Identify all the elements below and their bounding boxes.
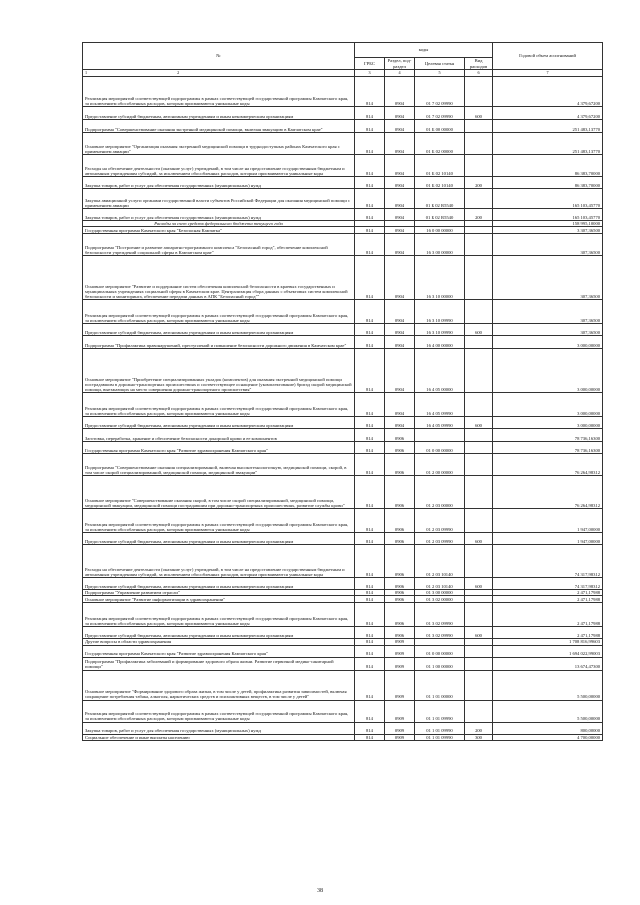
table-row <box>83 533 603 545</box>
row-name-cell: Другие вопросы в области здравоохранения <box>83 639 355 645</box>
row-vid-cell: 600 <box>465 417 493 429</box>
row-amount-cell: 76 264,98312 <box>493 454 603 476</box>
row-target-cell: 01 2 03 09990 <box>415 509 465 533</box>
header-codes: коды <box>355 43 493 58</box>
row-grbs-cell: 814 <box>355 545 385 578</box>
row-vid-cell <box>465 349 493 393</box>
row-amount-cell: 1 694 022,99003 <box>493 645 603 657</box>
row-razdel-cell: 0904 <box>385 393 415 417</box>
table-row <box>83 349 603 393</box>
row-grbs-cell: 814 <box>355 627 385 639</box>
table-row <box>83 645 603 657</box>
table-row <box>83 417 603 429</box>
row-razdel-cell: 0904 <box>385 155 415 177</box>
row-vid-cell <box>465 670 493 700</box>
table-row <box>83 476 603 509</box>
row-razdel-cell: 0909 <box>385 639 415 645</box>
row-vid-cell: 300 <box>465 734 493 740</box>
row-grbs-cell: 814 <box>355 189 385 209</box>
table-row <box>83 393 603 417</box>
row-amount-cell: 307,36500 <box>493 234 603 256</box>
row-grbs-cell: 814 <box>355 657 385 670</box>
row-grbs-cell: 814 <box>355 417 385 429</box>
table-row <box>83 77 603 107</box>
row-amount-cell: 78 736,16300 <box>493 429 603 442</box>
row-name-cell: Государственная программа Камчатского края "Развитие здравоохранения Камчатского края" <box>83 442 355 454</box>
row-vid-cell <box>465 603 493 627</box>
table-row <box>83 509 603 533</box>
row-razdel-cell: 0904 <box>385 336 415 349</box>
table-row <box>83 657 603 670</box>
table-row <box>83 722 603 734</box>
row-amount-cell: 2 471,17988 <box>493 596 603 603</box>
table-row <box>83 454 603 476</box>
row-name-cell: Закупка товаров, работ и услуг для обеспечения государственных (муниципальных) нужд <box>83 722 355 734</box>
table-row <box>83 155 603 177</box>
row-grbs-cell: 814 <box>355 155 385 177</box>
row-amount-cell: 2 471,17988 <box>493 603 603 627</box>
table-row <box>83 429 603 442</box>
row-name-cell: Основное мероприятие "Формирование здорового образа жизни, в том числе у детей, профилактика развития зависимостей, включая сокращение потребления табака, алкоголя, наркотических средств и психоактивных веществ, в том числе у детей" <box>83 670 355 700</box>
row-vid-cell <box>465 300 493 324</box>
row-target-cell: 01 3 02 00000 <box>415 596 465 603</box>
row-target-cell: 01 3 02 09990 <box>415 603 465 627</box>
row-grbs-cell: 814 <box>355 324 385 336</box>
row-amount-cell: 74 317,98312 <box>493 578 603 590</box>
row-grbs-cell: 814 <box>355 349 385 393</box>
row-grbs-cell: 814 <box>355 393 385 417</box>
row-grbs-cell: 814 <box>355 476 385 509</box>
row-razdel-cell: 0904 <box>385 227 415 234</box>
row-vid-cell <box>465 454 493 476</box>
header-amount: Годовой объем ассигнований <box>493 43 603 70</box>
row-grbs-cell: 814 <box>355 454 385 476</box>
row-razdel-cell: 0906 <box>385 429 415 442</box>
row-target-cell: 01 2 03 10140 <box>415 545 465 578</box>
row-name-cell: Закупка авиационной услуги органами государственной власти субъектов Российской Федерации для оказания медицинской помощи с применением авиации <box>83 189 355 209</box>
table-row <box>83 227 603 234</box>
row-name-cell: Социальное обеспечение и иные выплаты населению <box>83 734 355 740</box>
row-amount-cell: 307,36500 <box>493 324 603 336</box>
table-row <box>83 442 603 454</box>
row-vid-cell <box>465 645 493 657</box>
row-vid-cell: 600 <box>465 533 493 545</box>
row-amount-cell: 1 947,00000 <box>493 533 603 545</box>
header-num: № <box>83 43 355 70</box>
row-grbs-cell: 814 <box>355 256 385 300</box>
row-vid-cell <box>465 442 493 454</box>
row-razdel-cell: 0904 <box>385 324 415 336</box>
row-amount-cell: 2 471,17988 <box>493 590 603 596</box>
row-name-cell: Подпрограмма "Построение и развитие аппаратно-программного комплекса "Безопасный город", обеспечение комплексной безопасности учреждений социальной сферы в Камчатском крае" <box>83 234 355 256</box>
row-razdel-cell: 0904 <box>385 189 415 209</box>
header-grbs: ГРБС <box>355 58 385 70</box>
budget-allocation-table <box>82 42 603 741</box>
row-grbs-cell: 814 <box>355 227 385 234</box>
table-row <box>83 700 603 722</box>
row-target-cell: 16 4 05 09990 <box>415 417 465 429</box>
row-amount-cell: 3 000,00000 <box>493 336 603 349</box>
row-name-cell: Расходы за счет средств федерального бюджета текущего года <box>83 221 355 227</box>
row-grbs-cell: 814 <box>355 670 385 700</box>
row-grbs-cell: 814 <box>355 177 385 189</box>
row-target-cell: 01 1 01 00000 <box>415 670 465 700</box>
table-row <box>83 545 603 578</box>
row-vid-cell: 200 <box>465 209 493 221</box>
row-name-cell: Государственная программа Камчатского края "Безопасная Камчатка" <box>83 227 355 234</box>
row-razdel-cell: 0904 <box>385 300 415 324</box>
row-amount-cell: 2 471,17988 <box>493 627 603 639</box>
row-razdel-cell: 0904 <box>385 107 415 120</box>
row-razdel-cell: 0906 <box>385 578 415 590</box>
row-vid-cell: 600 <box>465 107 493 120</box>
row-vid-cell <box>465 545 493 578</box>
col-number-1: 1 <box>85 70 88 76</box>
row-grbs-cell: 814 <box>355 596 385 603</box>
row-vid-cell <box>465 77 493 107</box>
header-razdel: Раздел, под-раздел <box>385 58 415 70</box>
row-vid-cell <box>465 234 493 256</box>
row-target-cell: 16 3 10 09990 <box>415 324 465 336</box>
row-amount-cell: 251 483,13770 <box>493 133 603 155</box>
row-target-cell <box>415 429 465 442</box>
row-name-cell: Расходы на обеспечение деятельности (оказание услуг) учреждений, в том числе на предоставление государственным бюджетным и автономным учреждениям субсидий, за исключением обособленных расходов, которым присваиваются уникальные коды <box>83 155 355 177</box>
row-grbs-cell: 814 <box>355 234 385 256</box>
row-target-cell: 01 0 00 00000 <box>415 645 465 657</box>
table-row <box>83 107 603 120</box>
row-name-cell: Подпрограмма "Профилактика заболеваний и формирование здорового образа жизни. Развитие первичной медико-санитарной помощи" <box>83 657 355 670</box>
row-name-cell: Реализация мероприятий соответствующей подпрограммы в рамках соответствующей государственной программы Камчатского края, за исключением обособленных расходов, которым присваиваются уникальные коды <box>83 603 355 627</box>
row-amount-cell: 165 103,45770 <box>493 209 603 221</box>
row-grbs-cell: 814 <box>355 645 385 657</box>
row-amount-cell: 4 379,67200 <box>493 77 603 107</box>
row-razdel-cell: 0906 <box>385 442 415 454</box>
row-amount-cell: 4 700,00000 <box>493 734 603 740</box>
row-razdel-cell: 0906 <box>385 454 415 476</box>
row-name-cell: Подпрограмма "Совершенствование оказания экстренной медицинской помощи, включая эвакуацию в Камчатском крае" <box>83 120 355 133</box>
row-razdel-cell: 0904 <box>385 349 415 393</box>
row-name-cell: Расходы на обеспечение деятельности (оказание услуг) учреждений, в том числе на предоставление государственным бюджетным и автономным учреждениям субсидий, за исключением обособленных расходов, которым присваиваются уникальные коды <box>83 545 355 578</box>
row-amount-cell: 307,36500 <box>493 300 603 324</box>
row-name-cell: Закупка товаров, работ и услуг для обеспечения государственных (муниципальных) нужд <box>83 209 355 221</box>
row-vid-cell <box>465 189 493 209</box>
row-vid-cell: 600 <box>465 627 493 639</box>
row-vid-cell <box>465 596 493 603</box>
row-razdel-cell: 0909 <box>385 722 415 734</box>
row-razdel-cell: 0904 <box>385 77 415 107</box>
row-name-cell: Подпрограмма "Совершенствование оказания специализированной, включая высокотехнологичную, медицинской помощи, скорой, в том числе скорой специализированной, медицинской помощи, медицинской эвакуации" <box>83 454 355 476</box>
row-name-cell: Предоставление субсидий бюджетным, автономным учреждениям и иным некоммерческим организациям <box>83 533 355 545</box>
row-amount-cell: 307,36500 <box>493 256 603 300</box>
row-amount-cell: 13 674,47300 <box>493 657 603 670</box>
row-amount-cell: 86 383,70000 <box>493 155 603 177</box>
row-name-cell: Реализация мероприятий соответствующей подпрограммы в рамках соответствующей государственной программы Камчатского края, за исключением обособленных расходов, которым присваиваются уникальные коды <box>83 509 355 533</box>
table-row <box>83 670 603 700</box>
table-row <box>83 324 603 336</box>
row-razdel-cell: 0906 <box>385 596 415 603</box>
row-name-cell: Предоставление субсидий бюджетным, автономным учреждениям и иным некоммерческим организациям <box>83 578 355 590</box>
col-number: 4 <box>385 70 415 77</box>
row-amount-cell: 74 317,98312 <box>493 545 603 578</box>
row-target-cell: 01 Б 02 10140 <box>415 155 465 177</box>
row-amount-cell: 4 379,67200 <box>493 107 603 120</box>
row-razdel-cell: 0904 <box>385 120 415 133</box>
row-amount-cell: 3 000,00000 <box>493 393 603 417</box>
row-vid-cell <box>465 657 493 670</box>
row-name-cell: Предоставление субсидий бюджетным, автономным учреждениям и иным некоммерческим организациям <box>83 627 355 639</box>
row-name-cell: Реализация мероприятий соответствующей подпрограммы в рамках соответствующей государственной программы Камчатского края, за исключением обособленных расходов, которым присваиваются уникальные коды <box>83 300 355 324</box>
table-row <box>83 120 603 133</box>
row-grbs-cell: 814 <box>355 509 385 533</box>
row-amount-cell: 86 383,70000 <box>493 177 603 189</box>
row-grbs-cell: 814 <box>355 590 385 596</box>
row-amount-cell: 5 500,00000 <box>493 700 603 722</box>
row-target-cell: 01 1 00 00000 <box>415 657 465 670</box>
row-razdel-cell: 0904 <box>385 417 415 429</box>
row-name-cell: Основное мероприятие "Развитие информатизации в здравоохранении" <box>83 596 355 603</box>
row-vid-cell <box>465 155 493 177</box>
row-grbs-cell: 814 <box>355 722 385 734</box>
row-grbs-cell: 814 <box>355 209 385 221</box>
row-grbs-cell: 814 <box>355 442 385 454</box>
row-amount-cell: 251 483,13770 <box>493 120 603 133</box>
row-razdel-cell: 0909 <box>385 670 415 700</box>
row-vid-cell <box>465 133 493 155</box>
row-amount-cell: 3 307,36500 <box>493 227 603 234</box>
col-number-2: 2 <box>177 70 180 76</box>
row-razdel-cell: 0906 <box>385 603 415 627</box>
row-vid-cell <box>465 227 493 234</box>
row-razdel-cell: 0904 <box>385 256 415 300</box>
row-razdel-cell: 0909 <box>385 645 415 657</box>
table-row <box>83 596 603 603</box>
row-amount-cell: 800,00000 <box>493 722 603 734</box>
row-vid-cell <box>465 700 493 722</box>
table-row <box>83 300 603 324</box>
row-grbs-cell: 814 <box>355 533 385 545</box>
row-grbs-cell: 814 <box>355 578 385 590</box>
row-grbs-cell: 814 <box>355 639 385 645</box>
row-razdel-cell: 0906 <box>385 533 415 545</box>
row-grbs-cell: 814 <box>355 133 385 155</box>
row-name-cell: Основное мероприятие "Организация оказания экстренной медицинской помощи в труднодоступных районах Камчатского края с применением авиации" <box>83 133 355 155</box>
row-name-cell: Реализация мероприятий соответствующей подпрограммы в рамках соответствующей государственной программы Камчатского края, за исключением обособленных расходов, которым присваиваются уникальные коды <box>83 700 355 722</box>
row-razdel-cell: 0904 <box>385 209 415 221</box>
row-grbs-cell: 814 <box>355 300 385 324</box>
row-razdel-cell: 0906 <box>385 509 415 533</box>
row-vid-cell <box>465 429 493 442</box>
row-razdel-cell: 0909 <box>385 657 415 670</box>
row-target-cell: 01 1 01 09990 <box>415 734 465 740</box>
row-razdel-cell: 0906 <box>385 590 415 596</box>
table-header-row <box>83 43 603 58</box>
row-amount-cell: 158 995,10000 <box>493 221 603 227</box>
row-vid-cell: 600 <box>465 578 493 590</box>
row-grbs-cell: 814 <box>355 107 385 120</box>
table-row <box>83 603 603 627</box>
row-amount-cell: 76 264,98312 <box>493 476 603 509</box>
row-amount-cell: 1 947,00000 <box>493 509 603 533</box>
row-target-cell: 16 4 00 00000 <box>415 336 465 349</box>
row-name-cell: Основное мероприятие "Приобретение специализированных укладок (комплектов) для оказания экстренной медицинской помощи пострадавшим в дорожно-транспортных происшествиях и соответствующее оснащение (укомплектование) бригад скорой медицинской помощи, выезжающих на место совершения дорожно-транспортного происшествия" <box>83 349 355 393</box>
row-target-cell: 01 2 00 00000 <box>415 454 465 476</box>
row-target-cell: 01 7 02 09990 <box>415 77 465 107</box>
row-target-cell: 01 Б 02 00000 <box>415 133 465 155</box>
row-target-cell: 01 2 03 10140 <box>415 578 465 590</box>
row-amount-cell: 78 736,16300 <box>493 442 603 454</box>
row-vid-cell: 200 <box>465 722 493 734</box>
row-razdel-cell: 0909 <box>385 700 415 722</box>
row-name-cell: Подпрограмма "Управление развитием отрасли" <box>83 590 355 596</box>
row-vid-cell <box>465 336 493 349</box>
row-razdel-cell: 0904 <box>385 177 415 189</box>
page-number: 38 <box>317 888 323 894</box>
row-name-cell: Предоставление субсидий бюджетным, автономным учреждениям и иным некоммерческим организациям <box>83 417 355 429</box>
table-row <box>83 177 603 189</box>
row-name-cell: Основное мероприятие "Совершенствование оказания скорой, в том числе скорой специализированной, медицинской помощи, медицинской эвакуации, медицинской помощи пострадавшим при дорожно-транспортных происшествиях, развитие службы крови" <box>83 476 355 509</box>
row-grbs-cell: 814 <box>355 120 385 133</box>
row-name-cell: Реализация мероприятий соответствующей подпрограммы в рамках соответствующей государственной программы Камчатского края, за исключением обособленных расходов, которым присваиваются уникальные коды <box>83 393 355 417</box>
row-vid-cell <box>465 476 493 509</box>
table-row <box>83 209 603 221</box>
row-grbs-cell: 814 <box>355 700 385 722</box>
table-row <box>83 627 603 639</box>
row-vid-cell <box>465 393 493 417</box>
table-row <box>83 189 603 209</box>
table-row <box>83 133 603 155</box>
row-target-cell: 16 3 10 09990 <box>415 300 465 324</box>
row-vid-cell <box>465 120 493 133</box>
row-grbs-cell: 814 <box>355 603 385 627</box>
col-number: 3 <box>355 70 385 77</box>
row-target-cell: 01 Б 02 R5540 <box>415 209 465 221</box>
column-number-row <box>83 70 603 77</box>
col-number <box>83 70 355 77</box>
col-number: 5 <box>415 70 465 77</box>
row-razdel-cell: 0909 <box>385 734 415 740</box>
row-target-cell: 01 2 03 09990 <box>415 533 465 545</box>
row-name-cell: Основное мероприятие "Развитие и поддержание систем обеспечения комплексной безопасности в краевых государственных и муниципальных учреждениях социальной сферы в Камчатском крае. Централизация сбора данных с объектовых систем комплексной безопасности и мониторинга, обеспечение передачи данных в АПК "Безопасный город"" <box>83 256 355 300</box>
table-row <box>83 734 603 740</box>
row-name-cell: Подпрограмма "Профилактика правонарушений, преступлений и повышение безопасности дорожного движения в Камчатском крае" <box>83 336 355 349</box>
row-target-cell: 16 0 00 00000 <box>415 227 465 234</box>
row-target-cell: 01 1 01 09990 <box>415 700 465 722</box>
row-target-cell: 16 4 05 00000 <box>415 349 465 393</box>
row-vid-cell: 600 <box>465 324 493 336</box>
row-amount-cell: 1 708 816,99603 <box>493 639 603 645</box>
row-target-cell: 01 2 03 00000 <box>415 476 465 509</box>
row-target-cell: 16 3 00 00000 <box>415 234 465 256</box>
header-vid: Вид расходов <box>465 58 493 70</box>
row-target-cell: 16 3 10 00000 <box>415 256 465 300</box>
table-row <box>83 578 603 590</box>
row-name-cell: Закупка товаров, работ и услуг для обеспечения государственных (муниципальных) нужд <box>83 177 355 189</box>
header-target: Целевая статья <box>415 58 465 70</box>
row-name-cell: Предоставление субсидий бюджетным, автономным учреждениям и иным некоммерческим организациям <box>83 107 355 120</box>
col-number: 7 <box>493 70 603 77</box>
row-razdel-cell: 0906 <box>385 627 415 639</box>
row-vid-cell: 200 <box>465 177 493 189</box>
row-amount-cell: 5 500,00000 <box>493 670 603 700</box>
row-razdel-cell: 0904 <box>385 133 415 155</box>
row-target-cell: 01 Б 02 R5540 <box>415 189 465 209</box>
row-target-cell: 01 7 02 09990 <box>415 107 465 120</box>
row-target-cell: 01 1 01 09990 <box>415 722 465 734</box>
row-amount-cell: 3 000,00000 <box>493 349 603 393</box>
row-name-cell: Предоставление субсидий бюджетным, автономным учреждениям и иным некоммерческим организациям <box>83 324 355 336</box>
row-target-cell: 01 Б 02 10140 <box>415 177 465 189</box>
row-name-cell: Государственная программа Камчатского края "Развитие здравоохранения Камчатского края" <box>83 645 355 657</box>
row-grbs-cell: 814 <box>355 734 385 740</box>
row-target-cell: 01 Б 00 00000 <box>415 120 465 133</box>
row-target-cell: 01 3 02 09990 <box>415 627 465 639</box>
row-target-cell: 01 3 00 00000 <box>415 590 465 596</box>
row-grbs-cell: 814 <box>355 429 385 442</box>
table-row <box>83 234 603 256</box>
row-razdel-cell: 0906 <box>385 545 415 578</box>
row-vid-cell <box>465 509 493 533</box>
row-amount-cell: 3 000,00000 <box>493 417 603 429</box>
row-name-cell: Заготовка, переработка, хранение и обеспечение безопасности донорской крови и ее компонентов <box>83 429 355 442</box>
table-row <box>83 336 603 349</box>
row-target-cell: 01 0 00 00000 <box>415 442 465 454</box>
row-razdel-cell: 0906 <box>385 476 415 509</box>
row-razdel-cell: 0904 <box>385 234 415 256</box>
table-row <box>83 256 603 300</box>
row-amount-cell: 165 103,45770 <box>493 189 603 209</box>
row-target-cell: 16 4 05 09990 <box>415 393 465 417</box>
row-grbs-cell: 814 <box>355 336 385 349</box>
row-vid-cell <box>465 256 493 300</box>
col-number: 6 <box>465 70 493 77</box>
row-grbs-cell: 814 <box>355 77 385 107</box>
row-name-cell: Реализация мероприятий соответствующей подпрограммы в рамках соответствующей государственной программы Камчатского края, за исключением обособленных расходов, которым присваиваются уникальные коды <box>83 77 355 107</box>
